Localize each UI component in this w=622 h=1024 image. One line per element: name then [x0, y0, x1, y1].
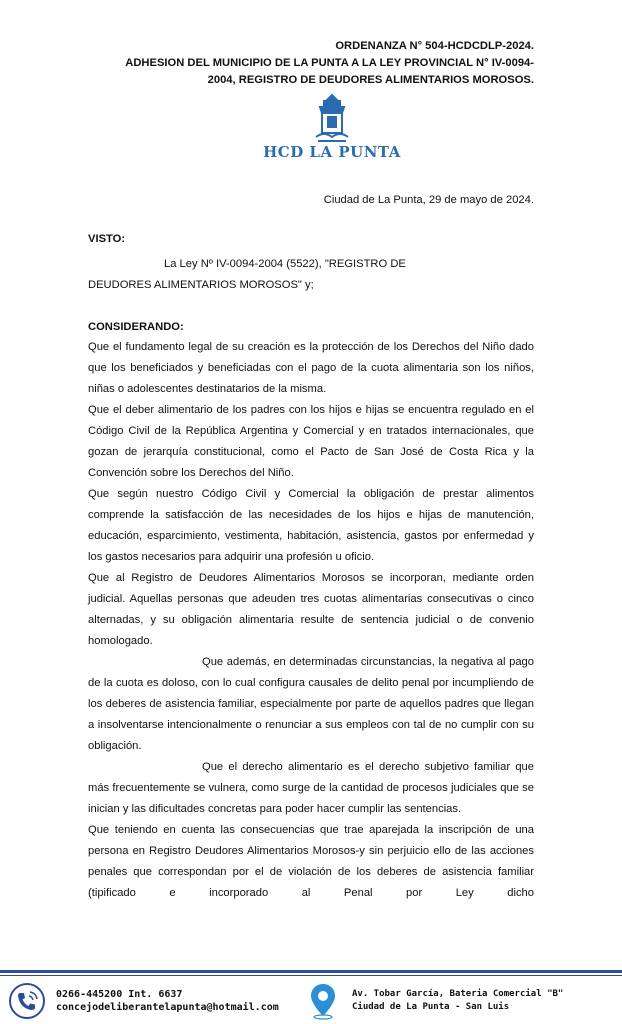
footer-divider-thin: [0, 975, 622, 976]
document-date: Ciudad de La Punta, 29 de mayo de 2024.: [323, 194, 534, 206]
town-hall-tower-icon: [262, 93, 402, 143]
footer-phone: 0266-445200 Int. 6637: [56, 989, 183, 1000]
footer-address: [352, 988, 563, 1014]
ordinance-title-line1: ADHESION DEL MUNICIPIO DE LA PUNTA A LA LEY PROVINCIAL N° IV-0094-: [125, 57, 534, 69]
considerando-heading: CONSIDERANDO:: [88, 321, 184, 333]
ordinance-title-line2: 2004, REGISTRO DE DEUDORES ALIMENTARIOS MOROSOS.: [207, 74, 534, 86]
phone-icon: [8, 982, 46, 1020]
ordinance-number: ORDENANZA N° 504-HCDCDLP-2024.: [335, 40, 534, 52]
footer-email: concejodeliberantelapunta@hotmail.com: [56, 1002, 279, 1013]
logo-text: HCD LA PUNTA: [263, 143, 401, 161]
document-header: [125, 38, 534, 89]
considerando-paragraph-5: Que además, en determinadas circunstancias, la negativa al pago de la cuota es doloso, con lo cual configura causales de delito penal por incumpliendo de los deberes de asistencia familiar, especialmente por parte de aquellos padres que llegan a insolventarse intencionalmente o renunciar a sus empleos con tal de no cumplir con su obligación.: [88, 656, 534, 752]
considerando-paragraph-7: Que teniendo en cuenta las consecuencias que trae aparejada la inscripción de una persona en Registro Deudores Alimentarios Morosos-y sin perjuicio ello de las acciones penales que correspondan por el de violación de los deberes de asistencia familiar (tipificado e incorporado al Penal por Ley dicho: [88, 824, 534, 899]
location-pin-icon: [308, 982, 338, 1020]
visto-heading: VISTO:: [88, 233, 126, 245]
page-footer: [0, 980, 622, 1024]
considerando-body: [88, 337, 534, 904]
visto-line1: La Ley Nº IV-0094-2004 (5522), "REGISTRO DE: [164, 258, 406, 270]
footer-address-line2: Ciudad de La Punta - San Luis: [352, 1002, 510, 1012]
footer-address-line1: Av. Tobar García, Bateria Comercial "B": [352, 989, 564, 999]
hcd-logo: [262, 93, 402, 163]
visto-section: [88, 254, 534, 296]
considerando-paragraph-3: Que según nuestro Código Civil y Comercial la obligación de prestar alimentos comprende la satisfacción de las necesidades de los hijos e hijas de manutención, educación, esparcimiento, vestimenta, habitación, asistencia, gastos por enfermedad y los gastos necesarios para adquirir una profesión u oficio.: [88, 488, 534, 563]
considerando-paragraph-2: Que el deber alimentario de los padres con los hijos e hijas se encuentra regulado en el Código Civil de la República Argentina y Comercial y en tratados internacionales, que gozan de jerarquía constitucional, como el Pacto de San José de Costa Rica y la Convención sobre los Derechos del Niño.: [88, 404, 534, 479]
visto-line2: DEUDORES ALIMENTARIOS MOROSOS" y;: [88, 279, 314, 291]
considerando-paragraph-1: Que el fundamento legal de su creación es la protección de los Derechos del Niño dado que los beneficiados y beneficiadas con el pago de la cuota alimentaria son los niños, niñas o adolescentes destinatarios de la misma.: [88, 341, 534, 395]
considerando-paragraph-6: Que el derecho alimentario es el derecho subjetivo familiar que más frecuentemente se vulnera, como surge de la cantidad de procesos judiciales que se inician y las dificultades concretas para poder hacer cumplir las sentencias.: [88, 761, 534, 815]
considerando-paragraph-4: Que al Registro de Deudores Alimentarios Morosos se incorporan, mediante orden judicial. Aquellas personas que adeuden tres cuotas alimentarias consecutivas o cinco alternadas, y su obligación alimentaria resulte de sentencia judicial o de convenio homologado.: [88, 572, 534, 647]
footer-contact: [56, 988, 279, 1014]
footer-divider: [0, 970, 622, 973]
